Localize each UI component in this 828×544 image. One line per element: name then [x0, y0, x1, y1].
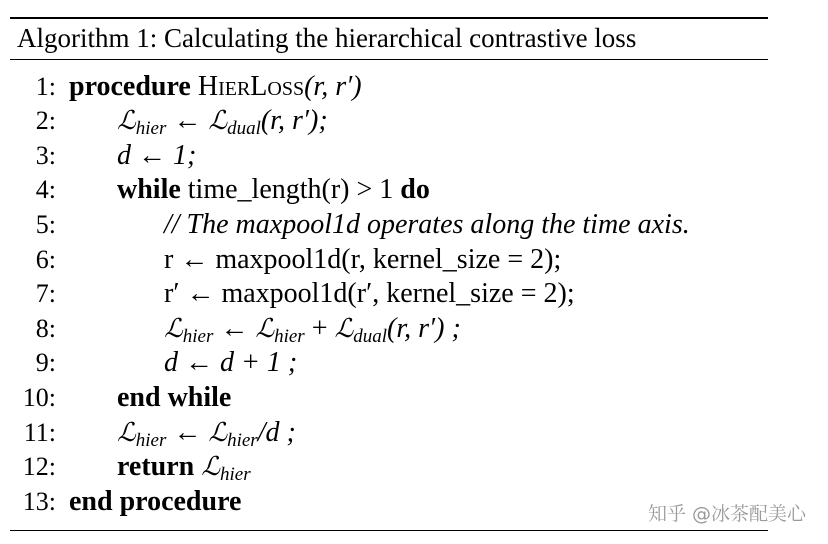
- keyword-end-while: end while: [117, 382, 232, 413]
- loss-subscript: hier: [274, 326, 305, 347]
- line-content: d ← d + 1 ;: [164, 347, 298, 378]
- expression-tail: (r, r′);: [260, 105, 328, 136]
- loss-symbol: ℒ: [255, 314, 275, 344]
- assign-arrow: ←: [166, 417, 209, 448]
- algorithm-line-4: [0, 173, 828, 207]
- line-number: 2:: [35, 106, 56, 135]
- line-number: 6:: [35, 245, 56, 274]
- line-content: [164, 312, 461, 346]
- line-number: 10:: [22, 383, 56, 412]
- line-number: 8:: [35, 314, 56, 343]
- loss-symbol: ℒ: [117, 106, 136, 136]
- plus-operator: +: [304, 313, 335, 344]
- line-number: 1:: [35, 72, 56, 101]
- loss-subscript: hier: [135, 118, 167, 139]
- line-content: d ← 1;: [117, 140, 197, 171]
- algorithm-line-10: [0, 381, 828, 415]
- keyword-end-procedure: end procedure: [69, 486, 242, 517]
- algorithm-line-8: [0, 312, 828, 346]
- loss-subscript: hier: [227, 430, 258, 451]
- title-rule: [10, 59, 768, 60]
- line-comment: // The maxpool1d operates along the time axis.: [164, 209, 690, 240]
- algorithm-line-2: [0, 104, 828, 138]
- loss-symbol: ℒ: [208, 418, 228, 448]
- line-number: 9:: [35, 348, 56, 377]
- line-number: 3:: [35, 141, 56, 170]
- line-content: [117, 450, 251, 484]
- algorithm-line-7: [0, 277, 828, 311]
- keyword-do: do: [400, 174, 430, 205]
- bottom-rule: [10, 530, 768, 531]
- line-number: 4:: [35, 175, 56, 204]
- loss-subscript: dual: [353, 326, 387, 347]
- line-number: 13:: [22, 487, 56, 516]
- line-content: [117, 173, 430, 207]
- loss-subscript: hier: [135, 430, 167, 451]
- algorithm-line-9: [0, 346, 828, 380]
- assign-arrow: ←: [213, 313, 256, 344]
- line-number: 12:: [22, 452, 56, 481]
- algorithm-title: Algorithm 1: Calculating the hierarchical contrastive loss: [17, 23, 637, 53]
- loss-subscript: dual: [227, 118, 261, 139]
- line-number: 5:: [35, 210, 56, 239]
- keyword-while: while: [117, 174, 181, 205]
- top-rule: [10, 17, 768, 19]
- algorithm-line-5: [0, 208, 828, 242]
- loss-symbol: ℒ: [334, 314, 354, 344]
- loss-symbol: ℒ: [201, 452, 220, 482]
- keyword-procedure: procedure: [69, 71, 191, 102]
- algorithm-line-11: [0, 416, 828, 450]
- algorithm-line-1: [0, 70, 828, 104]
- loss-symbol: ℒ: [117, 418, 136, 448]
- line-content: [117, 416, 296, 450]
- loss-symbol: ℒ: [208, 106, 228, 136]
- algorithm-line-6: [0, 243, 828, 277]
- line-content: r′ ← maxpool1d(r′, kernel_size = 2);: [164, 278, 575, 309]
- line-content: [69, 70, 362, 104]
- while-condition: time_length(r) > 1: [180, 174, 401, 205]
- procedure-args: (r, r′): [304, 71, 362, 102]
- watermark: 知乎 @冰茶配美心: [647, 503, 806, 525]
- loss-subscript: hier: [219, 464, 251, 485]
- algorithm-line-3: [0, 139, 828, 173]
- procedure-name: HierLoss: [197, 71, 305, 102]
- line-number: 7:: [35, 279, 56, 308]
- line-content: r ← maxpool1d(r, kernel_size = 2);: [164, 244, 562, 275]
- assign-arrow: ←: [166, 105, 209, 136]
- expression-tail: /d ;: [257, 417, 296, 448]
- loss-subscript: hier: [182, 326, 214, 347]
- expression-tail: (r, r′) ;: [387, 313, 461, 344]
- algorithm-line-12: [0, 450, 828, 484]
- line-number: 11:: [23, 418, 56, 447]
- keyword-return: return: [117, 451, 195, 482]
- loss-symbol: ℒ: [164, 314, 183, 344]
- line-content: [117, 104, 328, 138]
